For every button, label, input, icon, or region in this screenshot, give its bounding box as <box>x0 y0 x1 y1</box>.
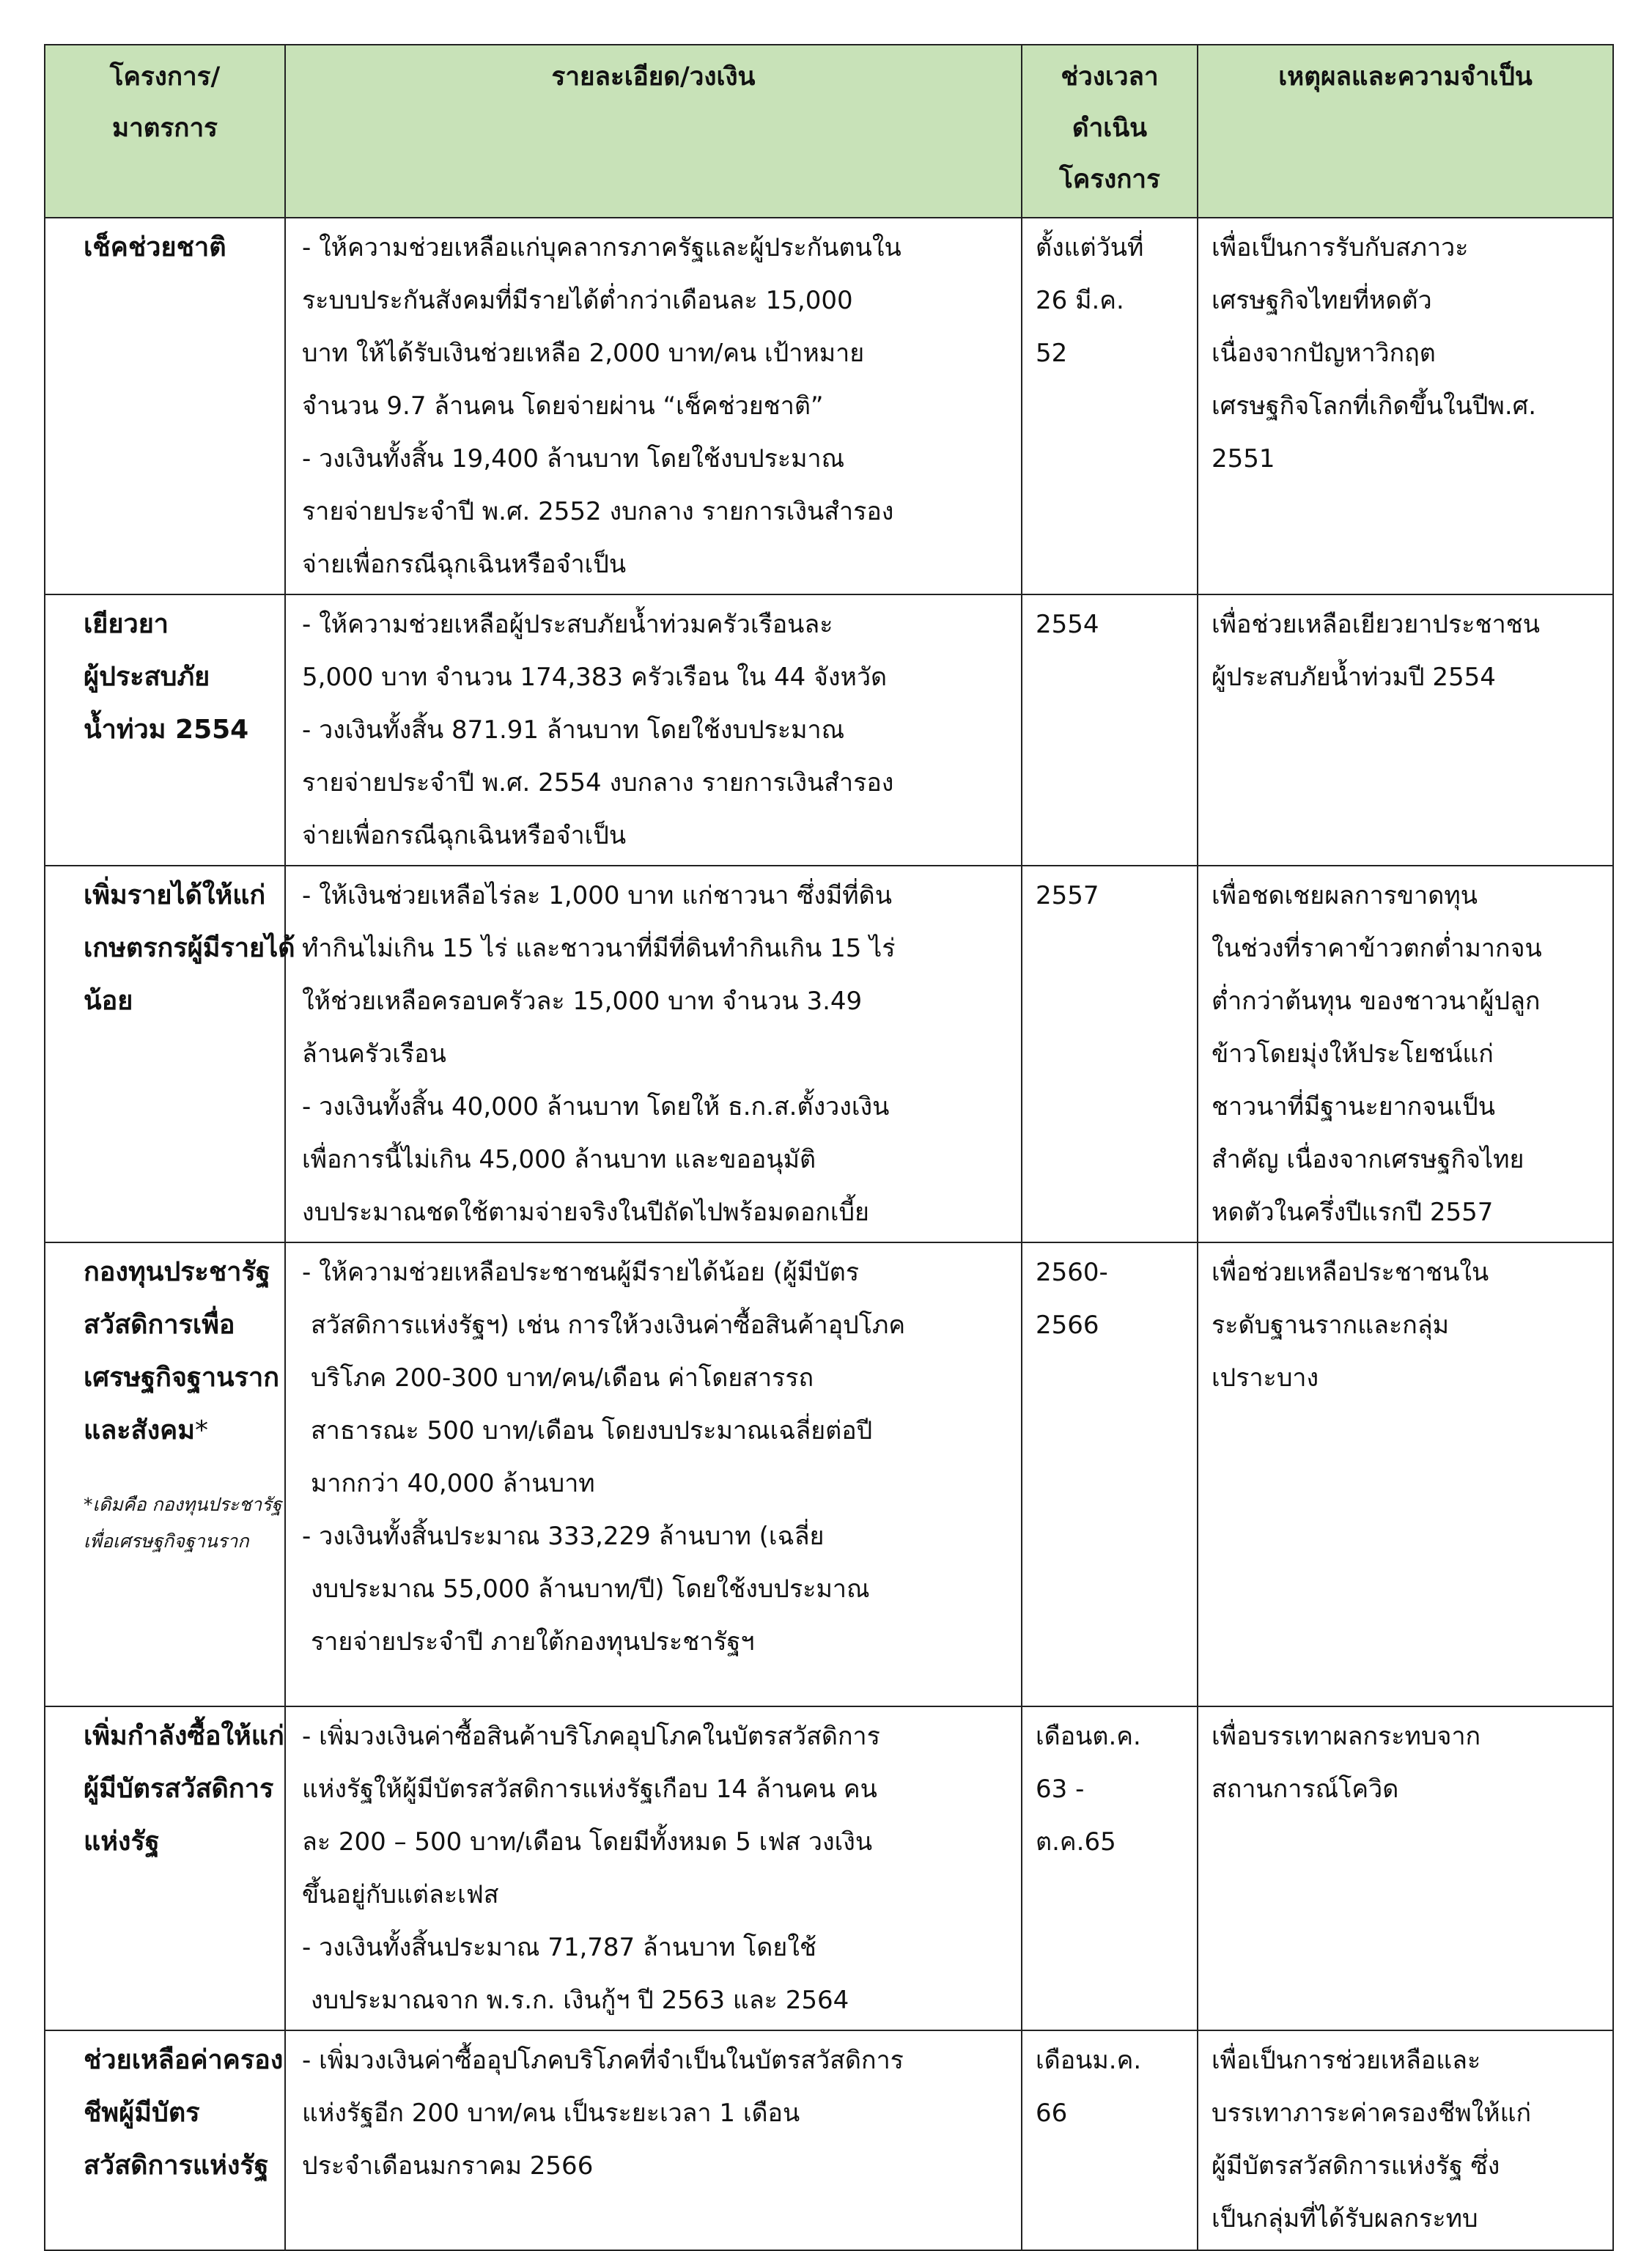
project-reason: เพื่อเป็นการช่วยเหลือและ บรรเทาภาระค่าครองชีพให้แก่ ผู้มีบัตรสวัสดิการแห่งรัฐ ซึ่ง เป็นกลุ่มที่ได้รับผลกระทบ <box>1198 2030 1613 2250</box>
project-detail: - ให้ความช่วยเหลือแก่บุคลากรภาครัฐและผู้ประกันตนใน ระบบประกันสังคมที่มีรายได้ต่ำกว่าเดือนละ 15,000 บาท ให้ได้รับเงินช่วยเหลือ 2,000 บาท/คน เป้าหมาย จำนวน 9.7 ล้านคน โดยจ่ายผ่าน “เช็คช่วยชาติ” - วงเงินทั้งสิ้น 19,400 ล้านบาท โดยใช้งบประมาณ รายจ่ายประจำปี พ.ศ. 2552 งบกลาง รายการเงินสำรอง จ่ายเพื่อกรณีฉุกเฉินหรือจำเป็น <box>285 218 1022 594</box>
table-row <box>45 2030 1613 2250</box>
project-detail: - ให้เงินช่วยเหลือไร่ละ 1,000 บาท แก่ชาวนา ซึ่งมีที่ดิน ทำกินไม่เกิน 15 ไร่ และชาวนาที่มีที่ดินทำกินเกิน 15 ไร่ ให้ช่วยเหลือครอบครัวละ 15,000 บาท จำนวน 3.49 ล้านครัวเรือน - วงเงินทั้งสิ้น 40,000 ล้านบาท โดยให้ ธ.ก.ส.ตั้งวงเงิน เพื่อการนี้ไม่เกิน 45,000 ล้านบาท และขออนุมัติ งบประมาณชดใช้ตามจ่ายจริงในปีถัดไปพร้อมดอกเบี้ย <box>285 866 1022 1242</box>
project-reason: เพื่อชดเชยผลการขาดทุน ในช่วงที่ราคาข้าวตกต่ำมากจน ต่ำกว่าต้นทุน ของชาวนาผู้ปลูก ข้าวโดยมุ่งให้ประโยชน์แก่ ชาวนาที่มีฐานะยากจนเป็น สำคัญ เนื่องจากเศรษฐกิจไทย หดตัวในครึ่งปีแรกปี 2557 <box>1198 866 1613 1242</box>
table-row <box>45 866 1613 1242</box>
project-reason: เพื่อช่วยเหลือเยียวยาประชาชน ผู้ประสบภัยน้ำท่วมปี 2554 <box>1198 594 1613 866</box>
project-detail: - ให้ความช่วยเหลือผู้ประสบภัยน้ำท่วมครัวเรือนละ 5,000 บาท จำนวน 174,383 ครัวเรือน ใน 44 จังหวัด - วงเงินทั้งสิ้น 871.91 ล้านบาท โดยใช้งบประมาณ รายจ่ายประจำปี พ.ศ. 2554 งบกลาง รายการเงินสำรอง จ่ายเพื่อกรณีฉุกเฉินหรือจำเป็น <box>285 594 1022 866</box>
project-reason: เพื่อบรรเทาผลกระทบจาก สถานการณ์โควิด <box>1198 1706 1613 2030</box>
table-row <box>45 594 1613 866</box>
project-detail: - เพิ่มวงเงินค่าซื้ออุปโภคบริโภคที่จำเป็นในบัตรสวัสดิการ แห่งรัฐอีก 200 บาท/คน เป็นระยะเวลา 1 เดือน ประจำเดือนมกราคม 2566 <box>285 2030 1022 2250</box>
table-row <box>45 1706 1613 2030</box>
header-project: โครงการ/ มาตรการ <box>45 45 285 218</box>
table-row <box>45 1242 1613 1706</box>
projects-table <box>44 44 1614 2251</box>
project-name: เพิ่มรายได้ให้แก่ เกษตรกรผู้มีรายได้ น้อย <box>45 866 285 1242</box>
header-row <box>45 45 1613 218</box>
project-name: เช็คช่วยชาติ <box>45 218 285 594</box>
project-reason: เพื่อเป็นการรับกับสภาวะ เศรษฐกิจไทยที่หดตัว เนื่องจากปัญหาวิกฤต เศรษฐกิจโลกที่เกิดขึ้นในปีพ.ศ. 2551 <box>1198 218 1613 594</box>
project-period: 2554 <box>1022 594 1198 866</box>
project-period: 2560- 2566 <box>1022 1242 1198 1706</box>
footnote: *เดิมคือ กองทุนประชารัฐ เพื่อเศรษฐกิจฐานราก <box>84 1494 282 1552</box>
project-period: เดือนม.ค. 66 <box>1022 2030 1198 2250</box>
table-row <box>45 218 1613 594</box>
header-detail: รายละเอียด/วงเงิน <box>285 45 1022 218</box>
project-name: เพิ่มกำลังซื้อให้แก่ ผู้มีบัตรสวัสดิการ แห่งรัฐ <box>45 1706 285 2030</box>
project-name: ช่วยเหลือค่าครอง ชีพผู้มีบัตร สวัสดิการแห่งรัฐ <box>45 2030 285 2250</box>
project-detail: - เพิ่มวงเงินค่าซื้อสินค้าบริโภคอุปโภคในบัตรสวัสดิการ แห่งรัฐให้ผู้มีบัตรสวัสดิการแห่งรัฐเกือบ 14 ล้านคน คน ละ 200 – 500 บาท/เดือน โดยมีทั้งหมด 5 เฟส วงเงิน ขึ้นอยู่กับแต่ละเฟส - วงเงินทั้งสิ้นประมาณ 71,787 ล้านบาท โดยใช้ งบประมาณจาก พ.ร.ก. เงินกู้ฯ ปี 2563 และ 2564 <box>285 1706 1022 2030</box>
project-period: 2557 <box>1022 866 1198 1242</box>
header-reason: เหตุผลและความจำเป็น <box>1198 45 1613 218</box>
project-name: เยียวยา ผู้ประสบภัย น้ำท่วม 2554 <box>45 594 285 866</box>
project-detail: - ให้ความช่วยเหลือประชาชนผู้มีรายได้น้อย (ผู้มีบัตร สวัสดิการแห่งรัฐฯ) เช่น การให้วงเงินค่าซื้อสินค้าอุปโภค บริโภค 200-300 บาท/คน/เดือน ค่าโดยสารรถ สาธารณะ 500 บาท/เดือน โดยงบประมาณเฉลี่ยต่อปี มากกว่า 40,000 ล้านบาท - วงเงินทั้งสิ้นประมาณ 333,229 ล้านบาท (เฉลี่ย งบประมาณ 55,000 ล้านบาท/ปี) โดยใช้งบประมาณ รายจ่ายประจำปี ภายใต้กองทุนประชารัฐฯ <box>285 1242 1022 1706</box>
project-name: กองทุนประชารัฐ สวัสดิการเพื่อ เศรษฐกิจฐานราก และสังคม* *เดิมคือ กองทุนประชารัฐ เพื่อเศรษฐกิจฐานราก <box>45 1242 285 1706</box>
project-period: เดือนต.ค. 63 - ต.ค.65 <box>1022 1706 1198 2030</box>
project-reason: เพื่อช่วยเหลือประชาชนใน ระดับฐานรากและกลุ่ม เปราะบาง <box>1198 1242 1613 1706</box>
project-period: ตั้งแต่วันที่ 26 มี.ค. 52 <box>1022 218 1198 594</box>
header-period: ช่วงเวลา ดำเนิน โครงการ <box>1022 45 1198 218</box>
